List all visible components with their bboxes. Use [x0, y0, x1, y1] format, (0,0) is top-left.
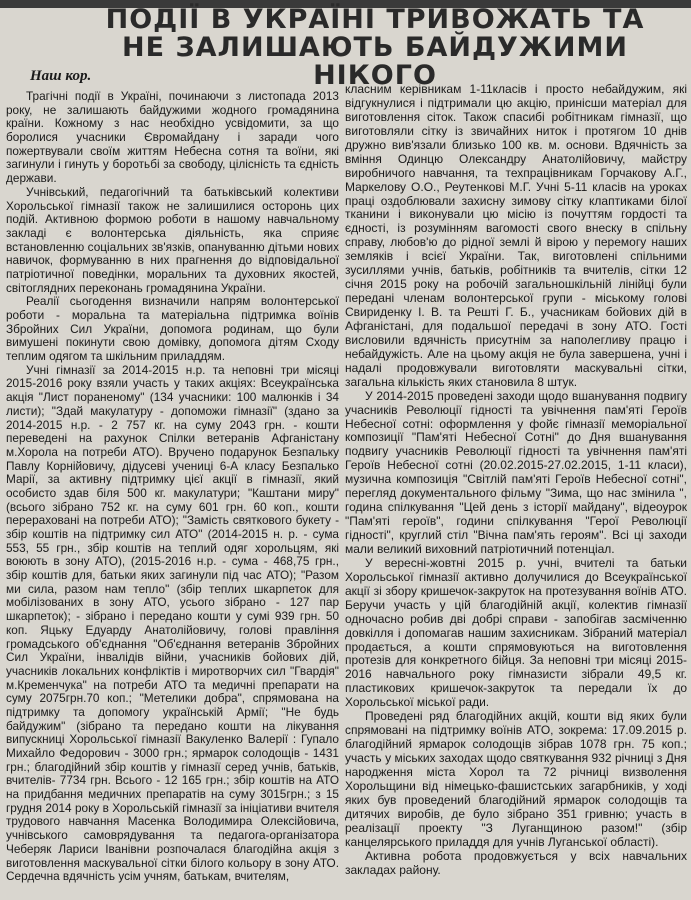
paragraph: Учнівський, педагогічний та батьківський колективи Хорольської гімназії також не залишилися осторонь цих подій. Активною формою роботи в нашому навчальному закладі є волонтерська діяльність, яка сприяє встановленню соціальних зв'язків, опануванню дітьми нових навичок, формуванню в них прагнення до відповідальної патріотичної поведінки, моральних та духовних якостей, світоглядних переконань громадянина України.: [6, 184, 339, 295]
headline-line-2: НЕ ЗАЛИШАЮТЬ БАЙДУЖИМИ НІКОГО: [122, 32, 628, 91]
closing-paragraph: Активна робота продовжується у всіх навчальних закладах району.: [345, 848, 687, 877]
paragraph: У вересні-жовтні 2015 р. учні, вчителі та батьки Хорольської гімназії активно долучилися до Всеукраїнської акції зі збору кришечок-закруток на протезування воїнів АТО. Беручи участь у цій благодійній акції, колектив гімназії одночасно робив дві добрі справи - запобігав засміченню довкілля і допомагав нашим захисникам. Зібраний матеріал продається, а кошти спрямовуються на виготовлення протезів для конкретного бійця. За неповні три місяці 2015-2016 навчального року гімназисти зібрали 49,5 кг. пластикових кришечок-закруток та передали їх до Хорольської міської ради.: [345, 555, 687, 710]
headline-line-1: ПОДІЇ В УКРАЇНІ ТРИВОЖАТЬ ТА: [105, 4, 645, 35]
paragraph: Трагічні події в Україні, починаючи з листопада 2013 року, не залишають байдужими жодного громадянина країни. Кожному з нас необхідно усвідомити, за що боролися учасники Євромайдану і заради чого пожертвували своїм життям Небесна сотня та воїни, які загинули і гинуть у боротьбі за свободу, цілісність та єдність держави.: [6, 89, 339, 186]
left-column: [6, 90, 339, 884]
byline: Наш кор.: [30, 68, 92, 84]
paragraph: Реалії сьогодення визначили напрям волонтерської роботи - моральна та матеріальна підтримка воїнів Збройних Сил України, допомога родинам, що були вимушені покинути свою домівку, допомога дітям Сходу теплим одягом та шкільним приладдям.: [6, 294, 339, 364]
right-column: [345, 83, 687, 877]
paragraph: Проведені ряд благодійних акцій, кошти від яких були спрямовані на підтримку воїнів АТО, зокрема: 17.09.2015 р. благодійний ярмарок солодощів зібрав 1078 грн. 75 коп.; участь у міських заходах щодо святкування 932 річниці з Дня народження міста Хорол та 72 річниці визволення Хорольщини від німецько-фашистських загарбників, у ході яких був проведений благодійний ярмарок солодощів та дитячих виробів, де було зібрано 351 гривню; участь в реалізації проекту "З Луганщиною разом!" (збір канцелярського приладдя для учнів Луганської області).: [345, 709, 687, 849]
paragraph: Учні гімназії за 2014-2015 н.р. та неповні три місяці 2015-2016 року взяли участь у таких акціях: Всеукраїнська акція "Лист пораненому" (134 учасники: 100 малюнків і 34 листи); "Здай макулатуру - допоможи гімназії" (здано за 2014-2015 н.р. - 2 757 кг. на суму 2043 грн. - кошти переведені на рахунок Спілки ветеранів Афганістану м.Хорола на потреби АТО). Вручено подарунок Безпальку Павлу Корнійовичу, дідусеві учениці 6-А класу Безпалько Марії, за активну підтримку цієї акції в гімназії, який особисто здав біля 500 кг. макулатури; "Каштани миру" (всього зібрано 752 кг. на суму 601 грн. 60 коп., кошти перераховані на потреби АТО); "Замість святкового букету - збір коштів на підтримку сил АТО" (2014-2015 н. р. - сума 553, 55 грн., збір коштів на теплий одяг хорольцям, які воюють в зону АТО), (2015-2016 н.р. - сума - 468,75 грн., збір коштів для, батьки яких загинули під час АТО); "Разом ми сила, разом нам тепло" (збір теплих шкарпеток для мобілізованих в зону АТО, усього зібрано - 127 пар шкарпеток); - зібрано і передано кошти у сумі 939 грн. 50 коп. Яцьку Едуарду Анатолійовичу, голові правління громадського об'єднання "Об'єднання ветеранів Збройних Сил України, інвалідів війни, учасників бойових дій, учасників локальних конфліктів і миротворчих сил "Гвардія" м.Кременчука" на потреби АТО та медичні препарати на суму 2075грн.70 коп.; "Метелики добра", спрямована на підтримку та допомогу українській Армії; "Не будь байдужим" (зібрано та передано кошти на лікування випускниці Хорольської гімназії Вакуленко Валерії : Гупало Михайло Федорович - 3000 грн.; ярмарок солодощів - 1431 грн.; благодійний збір коштів у гімназії серед учнів, батьків, вчителів- 7734 грн. Всього - 12 165 грн.; збір коштів на АТО на придбання медичних препаратів на суму 3015грн.; з 15 грудня 2014 року в Хорольській гімназії за ініціативи вчителя трудового навчання Масенка Володимира Олексійовича, учнівського самоврядування та педагога-організатора Чеберяк Лариси Іванівни розпочалася благодійна акція з виготовлення маскувальної сітки білого кольору в зону АТО. Сердечна вдячність усім учням, батькам, вчителям,: [6, 362, 339, 884]
paragraph: класним керівникам 1-11класів і просто небайдужим, які відгукнулися і підтримали цю акцію, принісши матеріал для виготовлення сіток. Також спасибі робітникам гімназії, що виготовляли сітку із звичайних ниток і протягом 10 днів дружно вив'язали близько 100 кв. м. основи. Вдячність за вміння Одинцю Олександру Анатолійовичу, майстру виробничого навчання, та техпрацівникам Горчакову А.Г., Маркелову О.О., Реутенкові М.Г. Учні 5-11 класів на уроках праці оздоблювали захисну зимову сітку клаптиками білої тканини і виконували цю місію із почуттям гордості та єдності, із розумінням вагомості свого внеску в спільну справу, любов'ю до рідної землі й вірою у перемогу наших земляків і всієї України. Так, виготовлені спільними зусиллями учнів, батьків, робітників та вчителів, сітки 12 січня 2015 року на робочій загальношкільній лінійці були передані членам волонтерської групи - міському голові Свириденку І. В. та Решті Г. Б., учасникам бойових дій в Афганістані, для подальшої передачі в зону АТО. Гості висловили вдячність присутнім за наполегливу працю і небайдужість. Але на цьому акція не була завершена, учні і надалі продовжували виготовляти маскувальні сітки, загальна кількість яких становила 8 штук.: [345, 82, 687, 389]
paragraph: У 2014-2015 проведені заходи щодо вшанування подвигу учасників Революції гідності та увічнення пам'яті Героїв Небесної сотні: оформлення у фойє гімназії меморіальної композиції "Пам'яті Небесної Сотні" до Дня вшанування подвигу учасників Революції гідності та увічнення пам'яті Героїв Небесної сотні (20.02.2015-27.02.2015, 1-11 класи), музична композиція "Світлій пам'яті Героїв Небесної сотні", перегляд документального фільму "Зима, що нас змінила ", година спілкування "Цей день з історії майдану", відеоурок "Пам'яті героїв", години спілкування "Герої Революції гідності", круглий стіл "Вічна пам'ять героям". Всі ці заходи мали великий виховний патріотичний потенціал.: [345, 388, 687, 556]
article-headline: [60, 6, 690, 90]
